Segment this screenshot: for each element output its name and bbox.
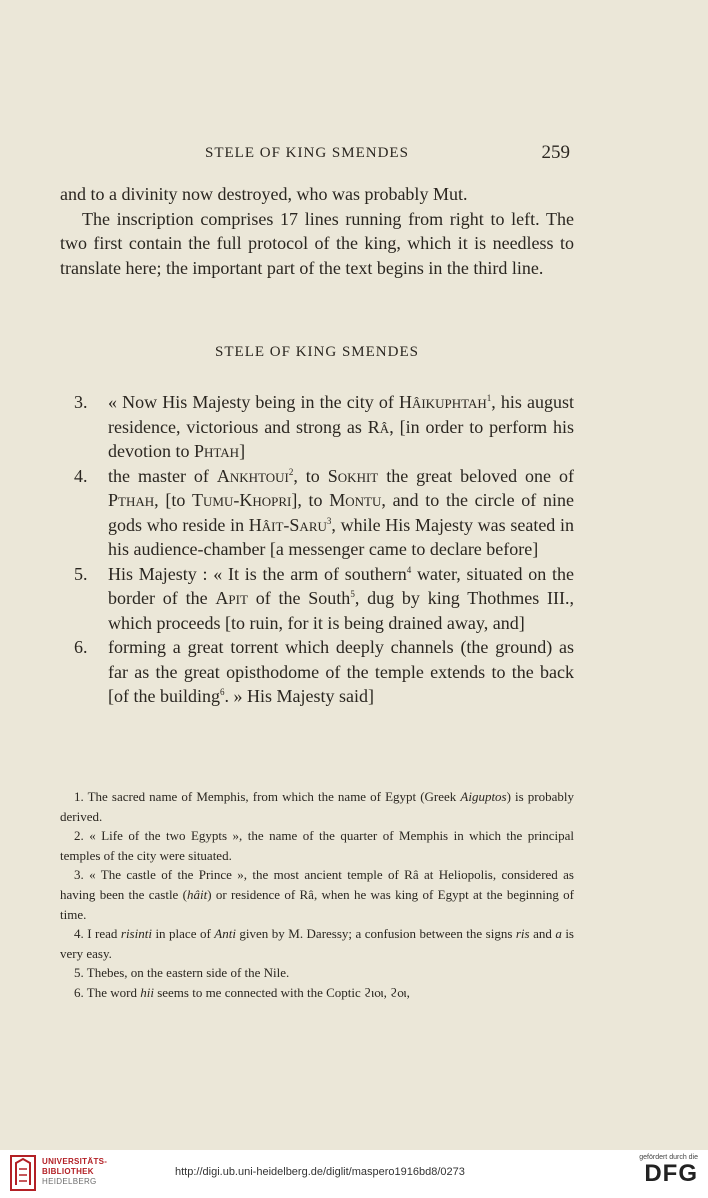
- line-number: 5.: [74, 563, 88, 584]
- university-library-logo-icon: [10, 1155, 36, 1191]
- footnote-text: in place of: [151, 926, 215, 942]
- footnote-ref[interactable]: 6: [219, 687, 225, 697]
- uni-name-line: UNIVERSITÄTS-: [42, 1157, 108, 1166]
- library-footer-bar: [0, 1150, 708, 1198]
- footnote-ref[interactable]: 2: [288, 466, 294, 477]
- place-name: Apit: [215, 588, 248, 608]
- paragraph: and to a divinity now destroyed, who was probably Mut.: [60, 184, 468, 204]
- footnote-text: ) is probably derived.: [60, 789, 575, 824]
- line-text: His Majesty : « It is the arm of southern: [108, 563, 407, 584]
- line-text: , while His Majesty was seated in his audience-chamber [a messenger came to declare before]: [108, 514, 574, 559]
- footnote-text: 1. The sacred name of Memphis, from which the name of Egypt (Greek: [74, 789, 461, 804]
- uni-name-line: HEIDELBERG: [42, 1177, 97, 1186]
- line-number: 6.: [74, 637, 88, 657]
- footnote-ref[interactable]: 4: [406, 564, 412, 575]
- inscription-line: [60, 390, 574, 464]
- deity-name: Sokhit: [327, 465, 379, 486]
- line-text: of the South: [247, 588, 351, 608]
- footnote-text: 3. « The castle of the Prince », the most ancient temple of Râ at Heliopolis, considered as having been the castle (: [60, 867, 574, 902]
- sponsor-block: [639, 1154, 698, 1187]
- page-number: 259: [541, 142, 570, 163]
- university-library-name: [42, 1157, 107, 1187]
- footnote: [60, 983, 574, 1003]
- footnote-text: seems to me connected with the Coptic ϩⲓⲟⲓ, ϩⲟⲓ,: [153, 984, 410, 1000]
- footnote-italic: hâit: [186, 886, 208, 902]
- footnote-text: 4. I read: [74, 926, 121, 942]
- dfg-logo: DFG: [644, 1160, 698, 1187]
- line-text: , dug by king Thothmes III., which proceeds [to ruin, for it is being drained away, and]: [108, 588, 574, 633]
- line-text: ], to: [291, 490, 330, 510]
- inscription-line: [60, 562, 574, 636]
- footnote-italic: ris: [515, 926, 530, 942]
- line-text: water, situated on the border of the: [108, 563, 574, 608]
- line-text: , his august residence, victorious and strong as: [108, 392, 574, 437]
- inscription-lines: [60, 390, 574, 709]
- footnote: [60, 924, 574, 963]
- sponsor-label: gefördert durch die: [639, 1154, 698, 1161]
- line-text: the great beloved one of: [378, 465, 574, 486]
- permalink-url[interactable]: http://digi.ub.uni-heidelberg.de/diglit/maspero1916bd8/0273: [175, 1166, 465, 1178]
- section-title: STELE OF KING SMENDES: [215, 344, 419, 360]
- footnote-italic: Aiguptos: [460, 789, 507, 804]
- place-name: Hâit-Saru: [248, 514, 327, 535]
- line-number: 4.: [74, 465, 88, 486]
- line-text: the master of: [108, 465, 217, 486]
- place-name: Hâikuphtah: [398, 392, 487, 412]
- footnote-text: and: [529, 926, 556, 942]
- footnote-ref[interactable]: 5: [350, 589, 355, 599]
- footnote-italic: Anti: [214, 926, 236, 942]
- footnote-italic: hii: [140, 984, 154, 1000]
- footnote: 2. « Life of the two Egypts », the name of the quarter of Memphis in which the principal temples of the city were situated.: [60, 828, 574, 863]
- line-text: forming a great torrent which deeply channels (the ground) as far as the great opisthodome of the temple extends to the back [of the building: [108, 637, 574, 706]
- deity-name: Râ: [367, 416, 390, 437]
- line-text: « Now His Majesty being in the city of: [108, 392, 399, 412]
- inscription-line: [60, 635, 574, 709]
- footnote-italic: a: [555, 926, 562, 942]
- footnote-text: given by M. Daressy; a confusion between the signs: [235, 926, 516, 942]
- paragraph: The inscription comprises 17 lines running from right to left. The two first contain the full protocol of the king, which it is needless to translate here; the important part of the text begins in the third line.: [60, 208, 574, 278]
- footnote: [60, 787, 574, 826]
- line-number: 3.: [74, 392, 88, 412]
- running-title: STELE OF KING SMENDES: [205, 145, 409, 161]
- deity-name: Tumu-Khopri: [192, 490, 292, 510]
- line-text: ]: [239, 441, 246, 461]
- deity-name: Phtah: [194, 441, 240, 461]
- inscription-line: [60, 464, 574, 562]
- uni-name-line: BIBLIOTHEK: [42, 1167, 94, 1176]
- place-name: Ankhtoui: [216, 465, 289, 486]
- deity-name: Montu: [329, 490, 382, 510]
- footnote-ref[interactable]: 3: [326, 515, 332, 526]
- line-text: . » His Majesty said]: [224, 686, 374, 706]
- footnote: [60, 865, 574, 924]
- footnote-text: 6. The word: [74, 984, 141, 1000]
- footnote-text: is very easy.: [60, 926, 574, 961]
- line-text: , and to the circle of nine gods who reside in: [108, 490, 574, 535]
- footnote: 5. Thebes, on the eastern side of the Nile.: [74, 965, 290, 981]
- line-text: , [in order to perform his devotion to: [108, 416, 575, 461]
- footnote-ref[interactable]: 1: [486, 393, 492, 403]
- footnotes: [60, 787, 574, 1003]
- line-text: , to: [293, 465, 328, 486]
- line-text: , [to: [154, 490, 193, 510]
- deity-name: Pthah: [108, 490, 155, 510]
- body-text: [60, 182, 574, 280]
- footnote-italic: risinti: [120, 926, 152, 942]
- footnote-text: ) or residence of Râ, when he was king of Egypt at the beginning of time.: [60, 886, 575, 922]
